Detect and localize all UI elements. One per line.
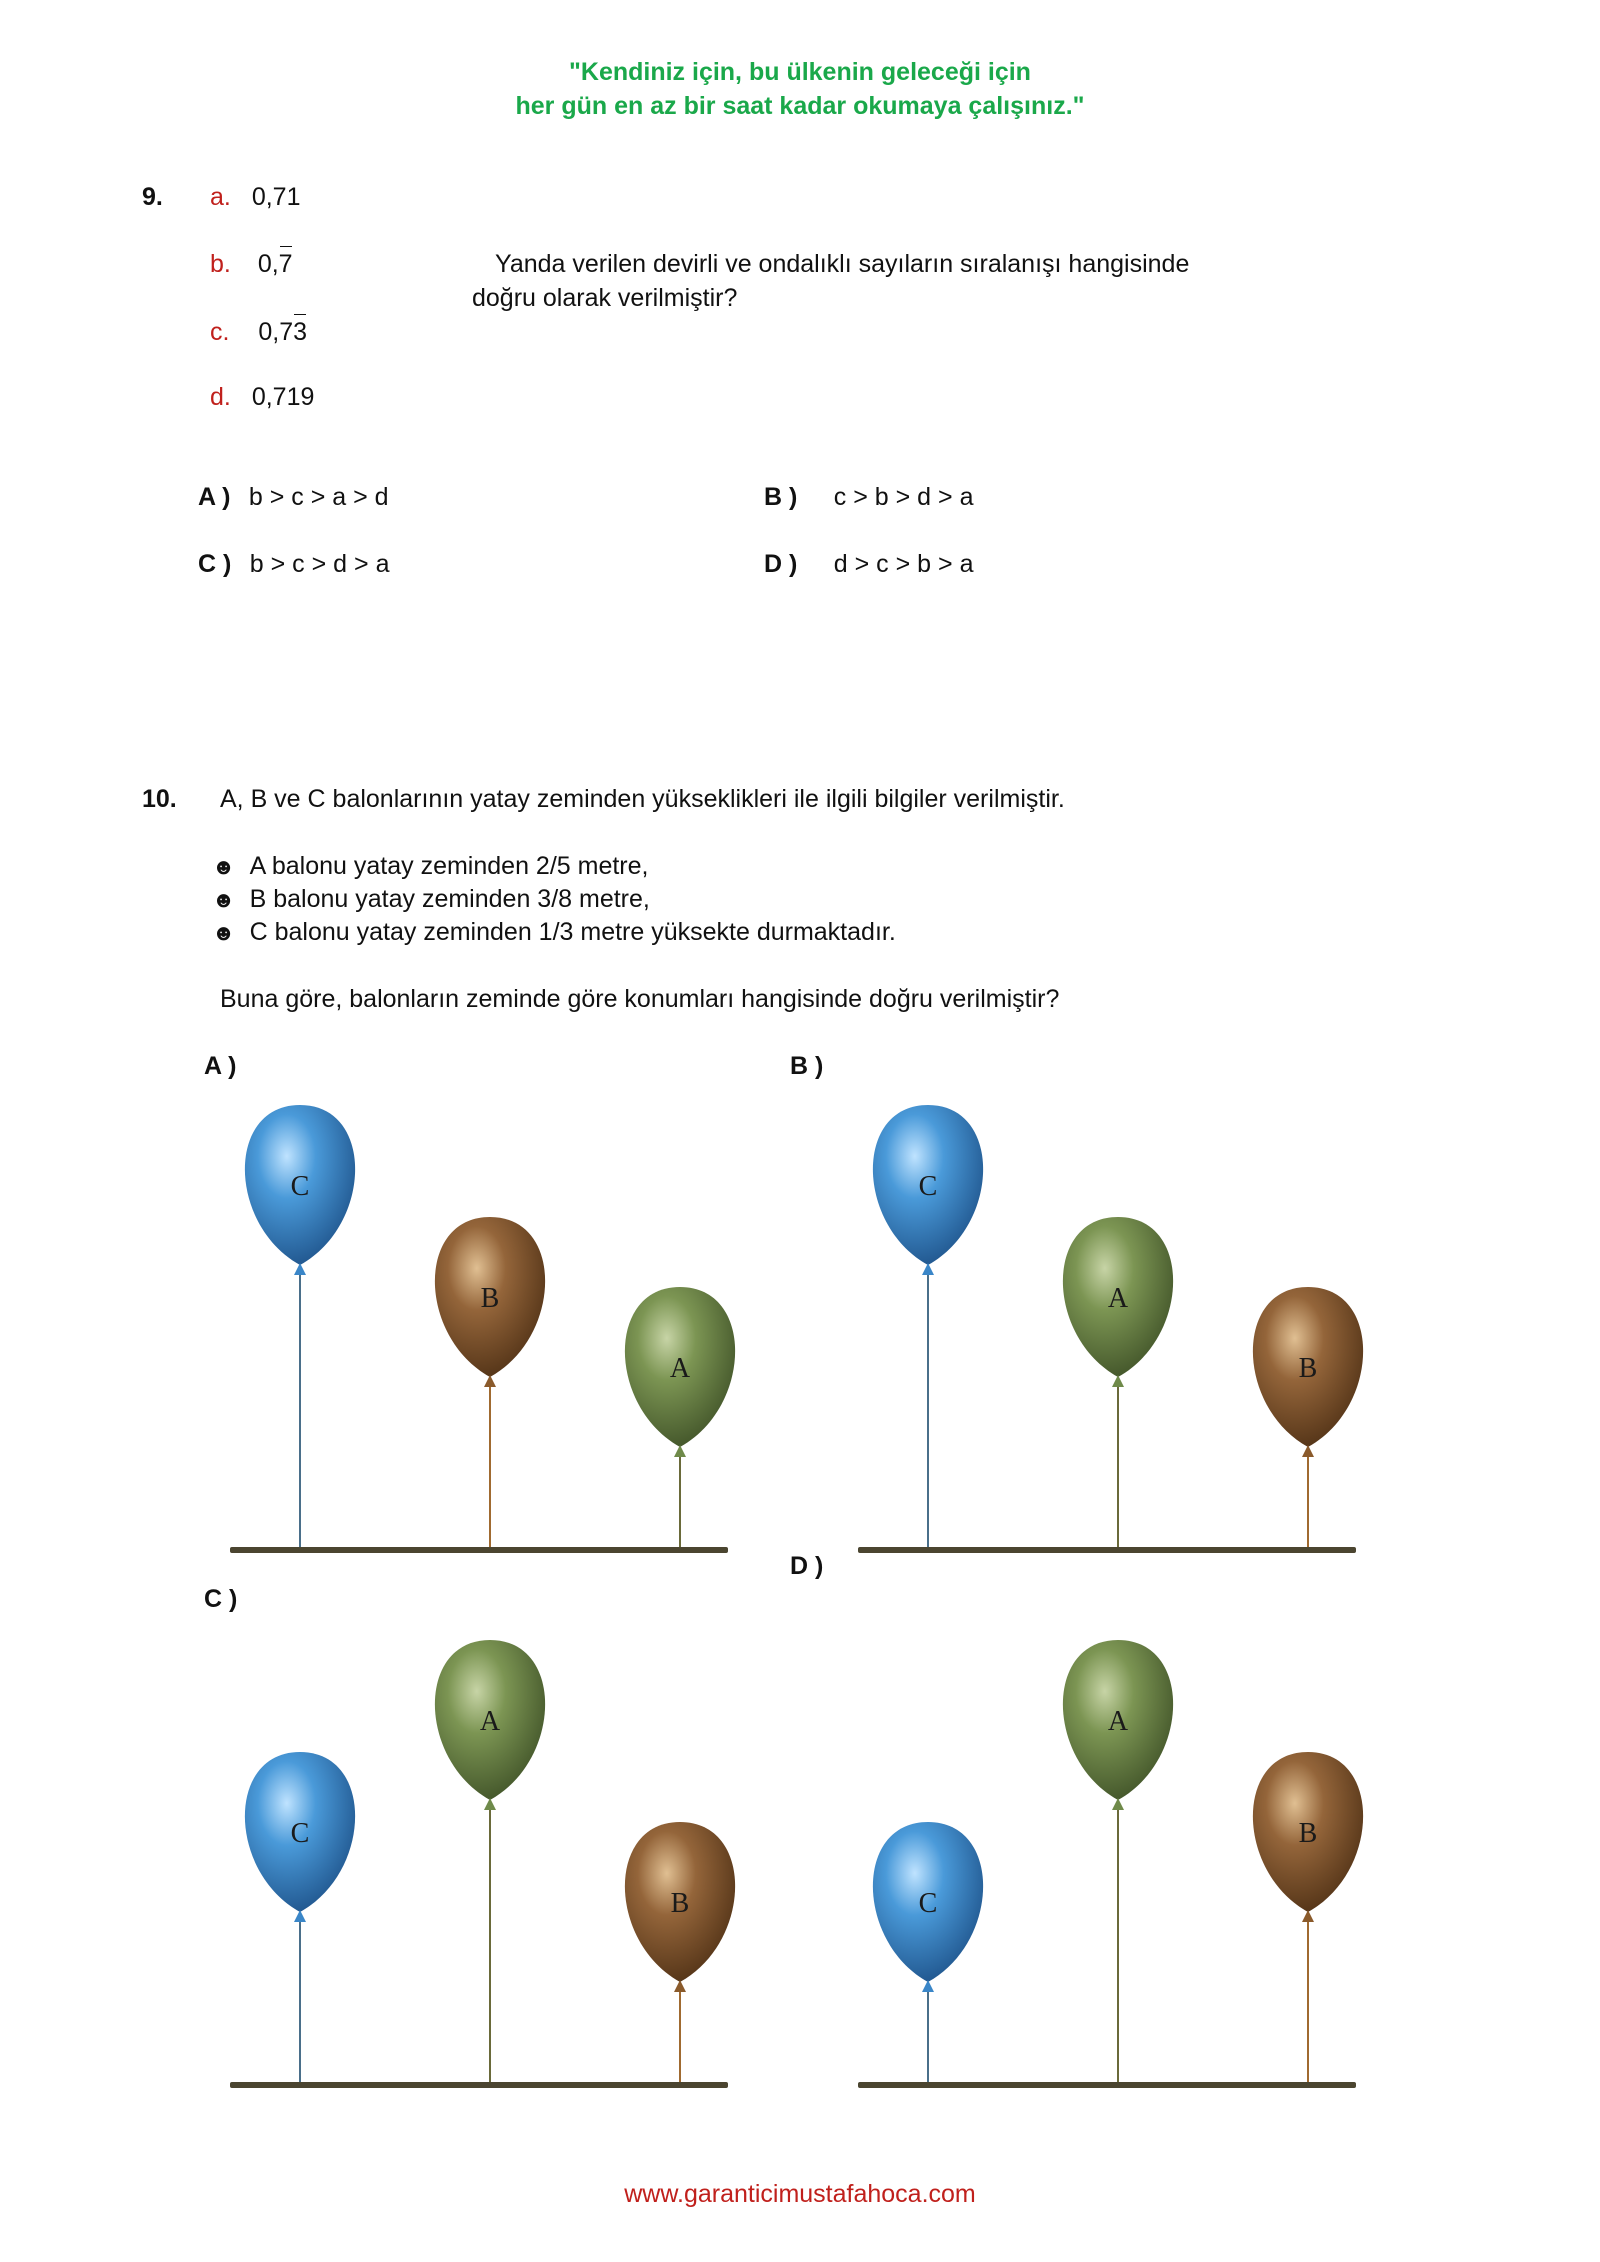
q10-option-c-figure[interactable] <box>230 1640 735 2088</box>
option-text: c > b > d > a <box>833 483 974 511</box>
motto-line-1: "Kendiniz için, bu ülkenin geleceği için <box>569 58 1031 86</box>
option-label: C ) <box>198 550 232 578</box>
q9-item-letter: c. <box>210 318 230 346</box>
balloon-knot <box>674 1980 686 1992</box>
q9-item-value: 0,71 <box>251 183 301 211</box>
repeat-bar: 7 <box>278 250 293 278</box>
q9-item-letter: a. <box>210 183 231 211</box>
q10-option-c-label[interactable]: C ) <box>204 1585 238 1613</box>
balloon-label: B <box>1298 1353 1318 1384</box>
q9-question-line-1: Yanda verilen devirli ve ondalıklı sayıların sıralanışı hangisinde <box>495 250 1190 278</box>
ground-line <box>858 1547 1356 1553</box>
question-9-number: 9. <box>142 183 163 211</box>
q10-option-d-label[interactable]: D ) <box>790 1552 824 1580</box>
option-text: d > c > b > a <box>833 550 974 578</box>
q10-option-d-figure[interactable] <box>858 1640 1363 2088</box>
q10-option-b-label[interactable]: B ) <box>790 1052 824 1080</box>
balloon-knot <box>294 1263 306 1275</box>
q10-option-b-figure[interactable] <box>858 1105 1363 1553</box>
balloon-label: B <box>1298 1818 1318 1849</box>
balloon-knot <box>484 1798 496 1810</box>
balloon-label: C <box>918 1171 938 1202</box>
option-label: B ) <box>764 483 798 511</box>
balloon-label: A <box>669 1353 691 1384</box>
ground-line <box>858 2082 1356 2088</box>
bullet-text: B balonu yatay zeminden 3/8 metre, <box>249 885 650 913</box>
balloon-knot <box>922 1980 934 1992</box>
q9-item-value: 0,7 <box>257 250 293 278</box>
option-label: D ) <box>764 550 798 578</box>
balloon-label: C <box>290 1171 310 1202</box>
balloon-knot <box>1302 1910 1314 1922</box>
balloon-knot <box>1302 1445 1314 1457</box>
q10-intro: A, B ve C balonlarının yatay zeminden yükseklikleri ile ilgili bilgiler verilmiştir. <box>220 785 1065 813</box>
footer-url[interactable]: www.garanticimustafahoca.com <box>624 2180 976 2208</box>
smiley-icon: ☻ <box>212 920 236 945</box>
balloon-label: C <box>918 1888 938 1919</box>
q10-question: Buna göre, balonların zeminde göre konumları hangisinde doğru verilmiştir? <box>220 985 1060 1013</box>
smiley-icon: ☻ <box>212 854 236 879</box>
bullet-text: A balonu yatay zeminden 2/5 metre, <box>249 852 649 880</box>
option-label: A ) <box>198 483 231 511</box>
q9-item-value: 0,73 <box>258 318 308 346</box>
balloon-label: A <box>1107 1706 1129 1737</box>
q9-item-value: 0,719 <box>251 383 315 411</box>
balloon-knot <box>922 1263 934 1275</box>
balloon-knot <box>294 1910 306 1922</box>
balloon-knot <box>1112 1375 1124 1387</box>
balloon-label: B <box>480 1283 500 1314</box>
balloon-label: C <box>290 1818 310 1849</box>
q9-question-line-2: doğru olarak verilmiştir? <box>472 284 738 312</box>
balloon-label: A <box>1107 1283 1129 1314</box>
option-text: b > c > a > d <box>248 483 389 511</box>
balloon-knot <box>1112 1798 1124 1810</box>
question-10-number: 10. <box>142 785 177 813</box>
q9-item-letter: b. <box>210 250 231 278</box>
repeat-bar: 3 <box>293 318 308 346</box>
option-text: b > c > d > a <box>249 550 390 578</box>
balloon-knot <box>484 1375 496 1387</box>
balloon-knot <box>674 1445 686 1457</box>
bullet-text: C balonu yatay zeminden 1/3 metre yüksekte durmaktadır. <box>249 918 896 946</box>
balloon-label: A <box>479 1706 501 1737</box>
q9-item-letter: d. <box>210 383 231 411</box>
motto-line-2: her gün en az bir saat kadar okumaya çalışınız." <box>515 92 1085 120</box>
ground-line <box>230 1547 728 1553</box>
q10-option-a-label[interactable]: A ) <box>204 1052 237 1080</box>
balloon-label: B <box>670 1888 690 1919</box>
q10-option-a-figure[interactable] <box>230 1105 735 1553</box>
ground-line <box>230 2082 728 2088</box>
smiley-icon: ☻ <box>212 887 236 912</box>
